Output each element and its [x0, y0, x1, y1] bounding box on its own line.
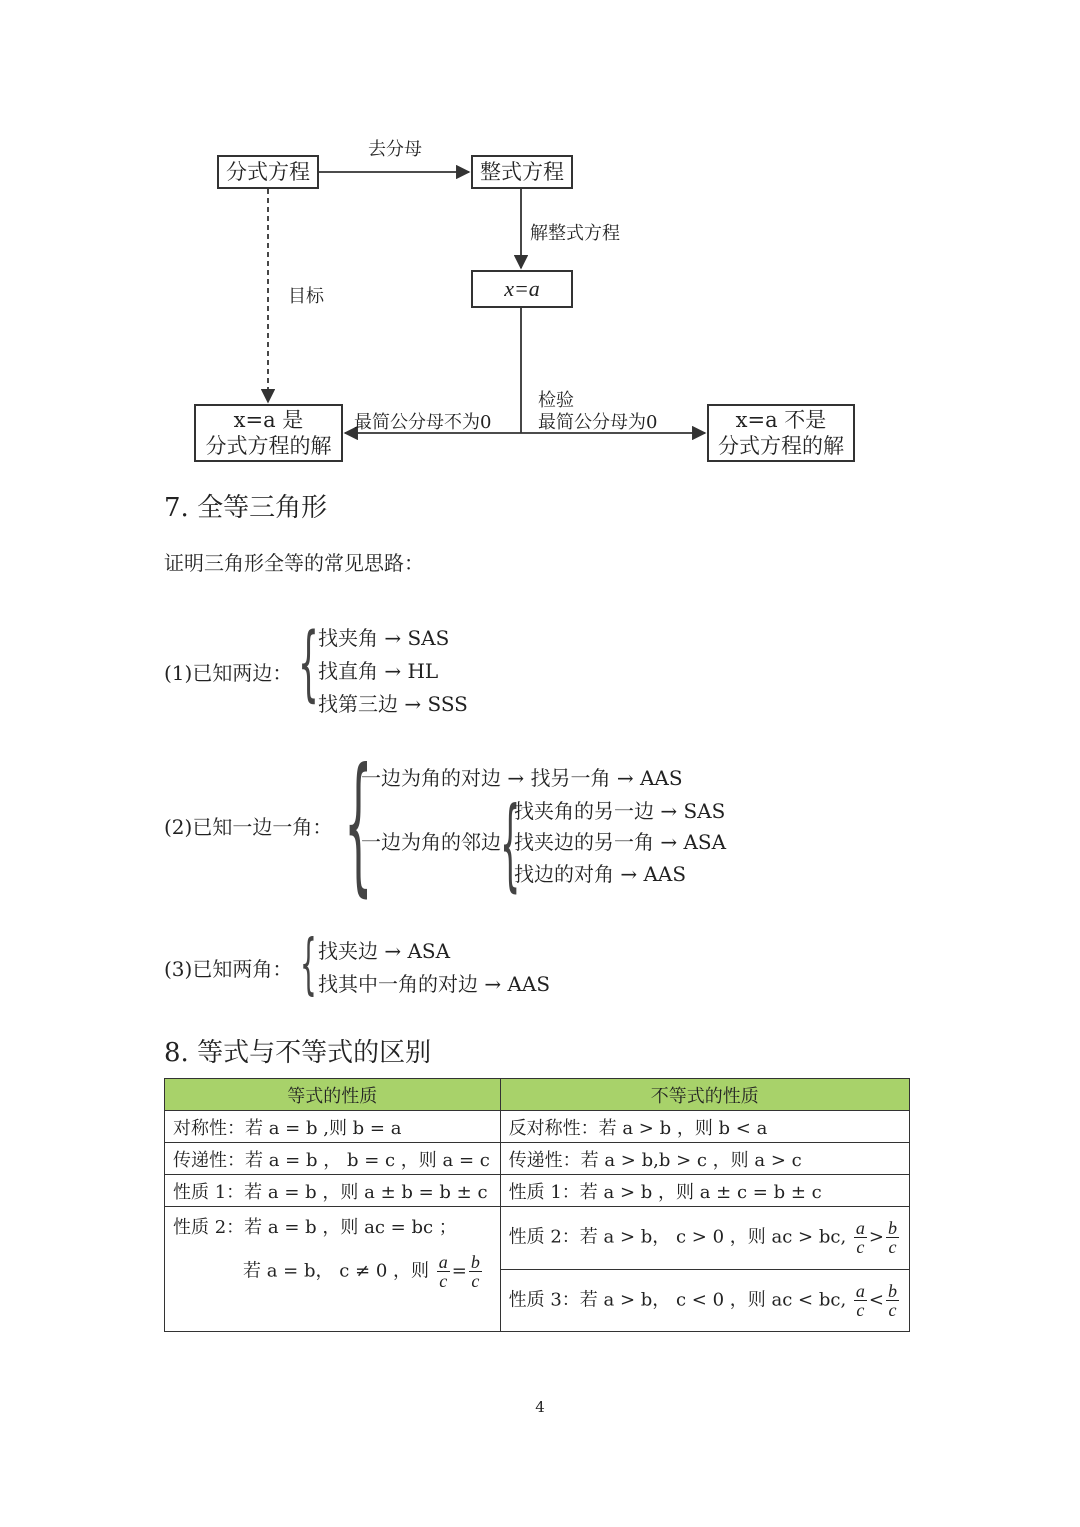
fraction-b-over-c: $\frac{b}{c}$ [470, 1252, 480, 1291]
ineq-prop2-text: 性质 2：若 a > b， c > 0 ，则 ac > bc, [508, 1226, 847, 1248]
ineq-prop3-text: 性质 3：若 a > b， c < 0 ，则 ac < bc, [508, 1289, 847, 1311]
case3-label: (3)已知两角： [164, 957, 293, 981]
case1-brace: { [298, 616, 319, 711]
case2-sub-item: 找夹边的另一角 → ASA [514, 830, 727, 854]
table-cell: 性质 1：若 a = b ，则 a ± b = b ± c [165, 1175, 501, 1207]
gt-sign: > [868, 1226, 884, 1248]
table-cell: 传递性：若 a > b,b > c ，则 a > c [500, 1143, 909, 1175]
case2-brace: { [344, 737, 373, 911]
table-cell: 对称性：若 a = b ,则 b = a [165, 1111, 501, 1143]
case2-sub-item: 找夹角的另一边 → SAS [514, 799, 726, 823]
table-cell-ineq-prop3 [500, 1269, 909, 1332]
case2-item-a: 一边为角的对边 → 找另一角 → AAS [361, 766, 683, 790]
box-not-solution: x=a 不是 分式方程的解 [707, 404, 855, 462]
table-row [165, 1175, 910, 1207]
case3-brace: { [300, 925, 317, 1002]
case2-sub-brace: { [500, 785, 521, 902]
section-8-heading: 8. 等式与不等式的区别 [164, 1038, 432, 1068]
fraction-b-over-c: $\frac{b}{c}$ [888, 1280, 897, 1320]
case3-item: 找其中一角的对边 → AAS [318, 972, 551, 996]
page-number: 4 [535, 1398, 545, 1416]
fraction-b-over-c: $\frac{b}{c}$ [888, 1218, 897, 1258]
table-header-cell: 等式的性质 [165, 1079, 501, 1111]
table-row [165, 1143, 910, 1175]
table-cell: 传递性：若 a = b ， b = c ，则 a = c [165, 1143, 501, 1175]
label-jianyan: 检验 [538, 390, 574, 411]
case1-label: (1)已知两边： [164, 661, 293, 685]
eq-prop2-text: 若 a = b， c ≠ 0 ，则 [243, 1260, 430, 1282]
label-mubiao: 目标 [288, 286, 324, 307]
label-is-zero: 最简公分母为0 [538, 412, 658, 433]
table-header-row [165, 1079, 910, 1111]
label-jie-zhengshi: 解整式方程 [530, 223, 620, 244]
section-7-heading: 7. 全等三角形 [164, 493, 328, 523]
case1-item: 找直角 → HL [318, 659, 439, 683]
case2-sub-item: 找边的对角 → AAS [514, 862, 687, 886]
table-row [165, 1207, 910, 1270]
table-row [165, 1111, 910, 1143]
section-7-intro: 证明三角形全等的常见思路： [164, 551, 424, 575]
table-cell: 性质 1：若 a > b ，则 a ± c = b ± c [500, 1175, 909, 1207]
box-zhengshi-fangcheng: 整式方程 [471, 155, 573, 189]
comparison-table [164, 1078, 910, 1332]
table-cell-ineq-prop2 [500, 1207, 909, 1270]
table-cell-equality-prop2 [165, 1207, 501, 1332]
eq-prop2-line2 [173, 1253, 492, 1290]
case1-item: 找第三边 → SSS [318, 692, 468, 716]
fraction-a-over-c: $\frac{a}{c}$ [855, 1280, 865, 1320]
box-x-equals-a: x=a [471, 270, 573, 308]
case1-item: 找夹角 → SAS [318, 626, 450, 650]
case2-item-b-lead: 一边为角的邻边 [361, 830, 501, 854]
table-cell: 反对称性：若 a > b ，则 b < a [500, 1111, 909, 1143]
box-is-solution: x=a 是 分式方程的解 [194, 404, 343, 462]
eq-sign: = [451, 1260, 467, 1282]
fraction-a-over-c: $\frac{a}{c}$ [855, 1218, 865, 1258]
table-header-cell: 不等式的性质 [500, 1079, 909, 1111]
label-qufenmu: 去分母 [368, 139, 422, 160]
box-fenshi-fangcheng: 分式方程 [217, 155, 319, 189]
case3-item: 找夹边 → ASA [318, 939, 451, 963]
lt-sign: < [868, 1289, 884, 1311]
label-not-zero: 最简公分母不为0 [354, 412, 492, 433]
fraction-a-over-c: $\frac{a}{c}$ [438, 1252, 448, 1291]
case2-label: (2)已知一边一角： [164, 815, 333, 839]
eq-prop2-line1: 性质 2：若 a = b ，则 ac = bc ； [173, 1217, 457, 1238]
